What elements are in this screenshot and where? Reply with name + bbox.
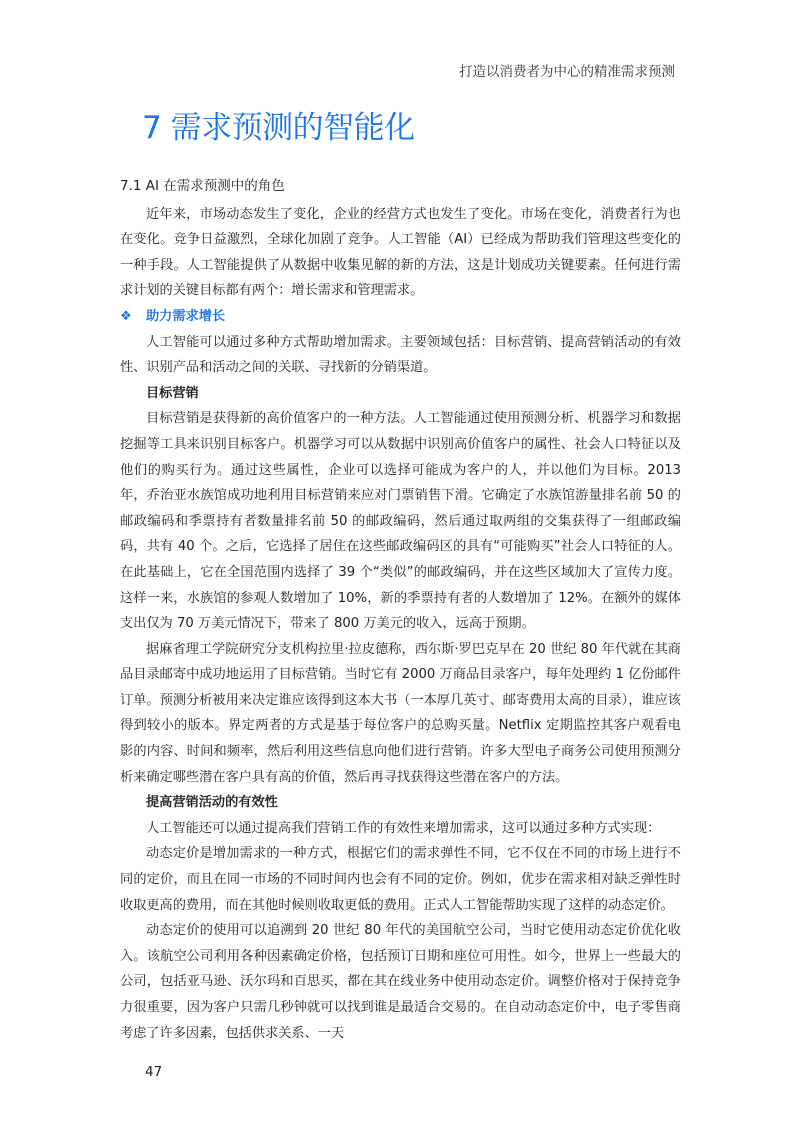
paragraph: 人工智能可以通过多种方式帮助增加需求。主要领域包括：目标营销、提高营销活动的有效性、识别产品和活动之间的关联、寻找新的分销渠道。 bbox=[120, 334, 681, 376]
paragraph: 目标营销是获得新的高价值客户的一种方法。人工智能通过使用预测分析、机器学习和数据挖掘等工具来识别目标客户。机器学习可以从数据中识别高价值客户的属性、社会人口特征以及他们的购买行为。通过这些属性，企业可以选择可能成为客户的人，并以他们为目标。2013 年，乔治亚水族馆成功地利用目标营销来应对门票销售下滑。它确定了水族馆游量排名前 50 的邮政编码和季票持有者数量排名前 50 的邮政编码，然后通过取两组的交集获得了一组邮政编码，共有 40 个。之后，它选择了居住在这些邮政编码区的具有“可能购买”社会人口特征的人。在此基础上，它在全国范围内选择了 39 个“类似”的邮政编码，并在这些区域加大了宣传力度。这样一来，水族馆的参观人数增加了 10%，新的季票持有者的人数增加了 12%。在额外的媒体支出仅为 70 万美元情况下，带来了 800 万美元的收入，远高于预期。 bbox=[120, 411, 681, 632]
bullet-heading-text: 助力需求增长 bbox=[146, 308, 226, 324]
page-number: 47 bbox=[145, 1064, 163, 1081]
section-title: 7.1 AI 在需求预测中的角色 bbox=[120, 178, 285, 194]
paragraph: 近年来，市场动态发生了变化，企业的经营方式也发生了变化。市场在变化，消费者行为也在变化。竞争日益激烈，全球化加剧了竞争。人工智能（AI）已经成为帮助我们管理这些变化的一种手段。人工智能提供了从数据中收集见解的新的方法，这是计划成功关键要素。任何进行需求计划的关键目标都有两个：增长需求和管理需求。 bbox=[120, 206, 681, 299]
subheading: 目标营销 bbox=[146, 385, 199, 401]
paragraph: 动态定价是增加需求的一种方式，根据它们的需求弹性不同，它不仅在不同的市场上进行不同的定价，而且在同一市场的不同时间内也会有不同的定价。例如，优步在需求相对缺乏弹性时收取更高的费用，而在其他时候则收取更低的费用。正式人工智能帮助实现了这样的动态定价。 bbox=[120, 846, 681, 913]
diamond-bullet-icon: ❖ bbox=[120, 308, 132, 324]
paragraph: 动态定价的使用可以追溯到 20 世纪 80 年代的美国航空公司，当时它使用动态定价优化收入。该航空公司利用各种因素确定价格，包括预订日期和座位可用性。如今，世界上一些最大的公司，包括亚马逊、沃尔玛和百思买，都在其在线业务中使用动态定价。调整价格对于保持竞争力很重要，因为客户只需几秒钟就可以找到谁是最适合交易的。在自动动态定价中，电子零售商考虑了许多因素，包括供求关系、一天 bbox=[120, 923, 681, 1041]
paragraph: 据麻省理工学院研究分支机构拉里·拉皮德称，西尔斯·罗巴克早在 20 世纪 80 年代就在其商品目录邮寄中成功地运用了目标营销。当时它有 2000 万商品目录客户，每年处理约 1 亿份邮件订单。预测分析被用来决定谁应该得到这本大书（一本厚几英寸、邮寄费用太高的目录），谁应该得到较小的版本。界定两者的方式是基于每位客户的总购买量。Netflix 定期监控其客户观看电影的内容、时间和频率，然后利用这些信息向他们进行营销。许多大型电子商务公司使用预测分析来确定哪些潜在客户具有高的价值，然后再寻找获得这些潜在客户的方法。 bbox=[120, 641, 681, 785]
running-header: 打造以消费者为中心的精准需求预测 bbox=[459, 64, 675, 80]
chapter-title: 7 需求预测的智能化 bbox=[142, 110, 415, 146]
bullet-heading bbox=[120, 304, 681, 330]
document-body bbox=[120, 0, 681, 1046]
paragraph: 人工智能还可以通过提高我们营销工作的有效性来增加需求，这可以通过多种方式实现： bbox=[146, 820, 661, 836]
subheading: 提高营销活动的有效性 bbox=[146, 795, 278, 811]
